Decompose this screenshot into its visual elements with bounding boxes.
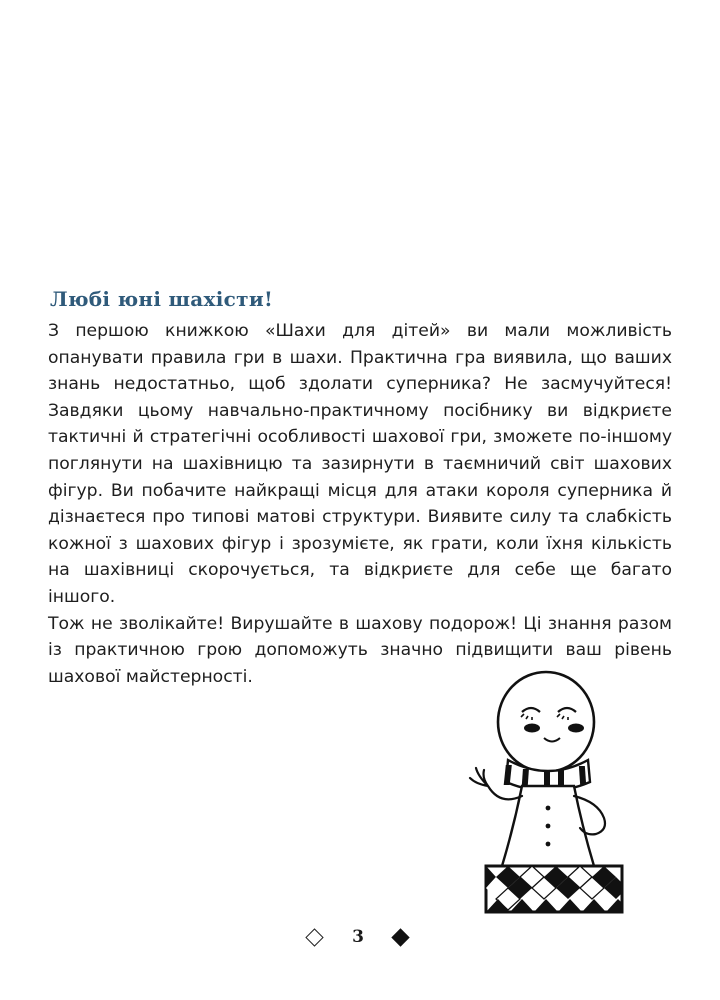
paragraph-2: Тож не зволікайте! Вирушайте в шахову подорож! Ці знання разом із практичною грою допоможуть значно підвищити ваш рівень шахової майстерності. <box>48 613 672 687</box>
pawn-right-cheek <box>568 724 584 733</box>
page-number: 3 <box>352 927 364 947</box>
diamond-outline-icon <box>305 928 323 946</box>
pawn-character-icon <box>460 668 636 914</box>
body-text <box>48 318 672 690</box>
paragraph-1: З першою книжкою «Шахи для дітей» ви мали можливість опанувати правила гри в шахи. Практична гра виявила, що ваших знань недостатньо, щоб здолати суперника? Не засмучуйтеся! Завдяки цьому навчально-практичному посібнику ви відкриєте тактичні й стратегічні особливості шахової гри, зможете по-іншому поглянути на шахівницю та зазирнути в таємничий світ шахових фігур. Ви побачите найкращі місця для атаки короля суперника й дізнаєтеся про типові матові структури. Виявите силу та слабкість кожної з шахових фігур і зрозумієте, як грати, коли їхня кількість на шахівниці скорочується, та відкриєте для себе ще багато іншого. <box>48 321 672 607</box>
page-heading: Любі юні шахісти! <box>50 287 274 311</box>
pawn-left-cheek <box>524 724 540 733</box>
page-footer <box>0 924 720 954</box>
diamond-filled-icon <box>391 928 409 946</box>
pawn-head <box>498 672 594 772</box>
